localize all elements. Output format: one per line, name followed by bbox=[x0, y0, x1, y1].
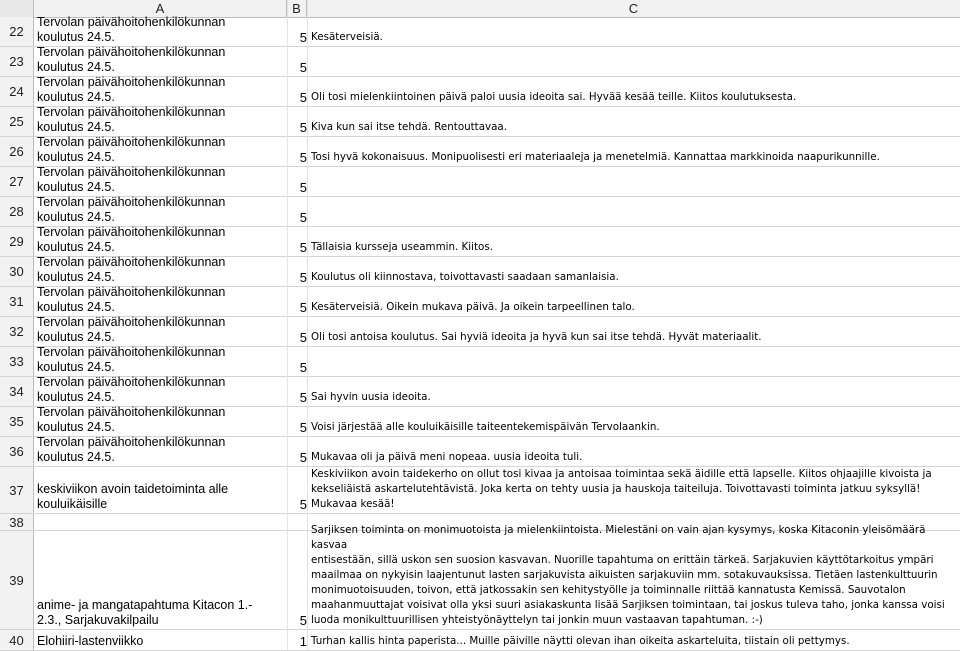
cell-event[interactable]: Tervolan päivähoitohenkilökunnan koulutus 24.5. bbox=[37, 435, 226, 464]
cell-rating[interactable]: 5 bbox=[299, 300, 307, 315]
table-row bbox=[0, 107, 960, 137]
select-all-corner[interactable] bbox=[0, 0, 34, 17]
table-row bbox=[0, 287, 960, 317]
row-number[interactable]: 38 bbox=[0, 514, 34, 530]
table-row bbox=[0, 437, 960, 467]
table-row bbox=[0, 197, 960, 227]
row-number[interactable]: 25 bbox=[0, 107, 34, 136]
cell-feedback[interactable]: Oli tosi antoisa koulutus. Sai hyviä ideoita ja hyvä kun sai itse tehdä. Hyvät materiaalit. bbox=[311, 331, 762, 343]
table-row bbox=[0, 77, 960, 107]
cell-event[interactable]: Tervolan päivähoitohenkilökunnan koulutus 24.5. bbox=[37, 135, 226, 164]
table-row bbox=[0, 317, 960, 347]
table-row bbox=[0, 524, 960, 630]
cell-event[interactable]: Tervolan päivähoitohenkilökunnan koulutus 24.5. bbox=[37, 285, 226, 314]
row-number[interactable]: 37 bbox=[0, 467, 34, 513]
table-row bbox=[0, 377, 960, 407]
cell-event[interactable]: Tervolan päivähoitohenkilökunnan koulutus 24.5. bbox=[37, 45, 226, 74]
cell-event[interactable]: keskiviikon avoin taidetoiminta alle kouluikäisille bbox=[37, 482, 229, 511]
cell-rating[interactable]: 5 bbox=[299, 150, 307, 165]
cell-rating[interactable]: 5 bbox=[299, 120, 307, 135]
cell-event[interactable]: Tervolan päivähoitohenkilökunnan koulutus 24.5. bbox=[37, 75, 226, 104]
row-number[interactable]: 27 bbox=[0, 167, 34, 196]
cell-feedback[interactable]: Sarjiksen toiminta on monimuotoista ja mielenkiintoista. Mielestäni on vain ajan kysymys, koska Kitaconin yleisömäärä kasvaa entisestään, sillä uskon sen suosion kasvavan. Nuorille tapahtuma on erittäin tärkeä. Sarjakuvien käyttötarkoitus ympäri maailmaa on nykyisin laajentunut lasten sarjakuvista aikuisten sarjakuviin mm. sotakuvauksissa. Tietäen lastenkulttuurin monimuotoisuuden, toivon, että jatkossakin sen kehitystyölle ja toiminnalle riittää kannatusta Kemissä. Sauvotalon maahanmuuttajat voisivat olla yksi suuri asiakaskunta lisää Sarjiksen toimintaan, tai joskus tuleva taho, jonka kanssa voisi luoda monikulttuurillisen yhteistyönäyttelyn tai jonkin muun vastaavan tapahtuman. :-) bbox=[311, 524, 945, 626]
row-number[interactable]: 29 bbox=[0, 227, 34, 256]
cell-feedback[interactable]: Koulutus oli kiinnostava, toivottavasti saadaan samanlaisia. bbox=[311, 271, 619, 283]
cell-event[interactable]: Tervolan päivähoitohenkilökunnan koulutus 24.5. bbox=[37, 225, 226, 254]
row-number[interactable]: 24 bbox=[0, 77, 34, 106]
cell-feedback[interactable]: Turhan kallis hinta paperista... Muille päiville näytti olevan ihan oikeita askarteluita, tiistain oli pettymys. bbox=[311, 635, 850, 647]
cell-event[interactable]: Tervolan päivähoitohenkilökunnan koulutus 24.5. bbox=[37, 345, 226, 374]
column-header-c[interactable]: C bbox=[628, 1, 639, 16]
cell-rating[interactable]: 5 bbox=[299, 90, 307, 105]
row-number[interactable]: 23 bbox=[0, 47, 34, 76]
row-number[interactable]: 35 bbox=[0, 407, 34, 436]
row-number[interactable]: 32 bbox=[0, 317, 34, 346]
cell-rating[interactable]: 5 bbox=[299, 613, 307, 628]
row-number[interactable]: 33 bbox=[0, 347, 34, 376]
cell-feedback[interactable]: Kesäterveisiä. bbox=[311, 31, 383, 43]
cell-feedback[interactable]: Kesäterveisiä. Oikein mukava päivä. Ja oikein tarpeellinen talo. bbox=[311, 301, 635, 313]
row-number[interactable]: 34 bbox=[0, 377, 34, 406]
row-number[interactable]: 26 bbox=[0, 137, 34, 166]
cell-rating[interactable]: 5 bbox=[299, 497, 307, 512]
column-header-a[interactable]: A bbox=[34, 0, 287, 17]
column-gridline bbox=[307, 0, 308, 651]
row-number[interactable]: 39 bbox=[0, 531, 34, 629]
cell-rating[interactable]: 5 bbox=[299, 180, 307, 195]
row-number[interactable]: 30 bbox=[0, 257, 34, 286]
table-row bbox=[0, 167, 960, 197]
cell-rating[interactable]: 1 bbox=[299, 634, 307, 649]
table-row bbox=[0, 137, 960, 167]
row-number[interactable]: 31 bbox=[0, 287, 34, 316]
cell-rating[interactable]: 5 bbox=[299, 240, 307, 255]
cell-feedback[interactable]: Tällaisia kursseja useammin. Kiitos. bbox=[311, 241, 493, 253]
column-header-b[interactable]: B bbox=[287, 0, 307, 17]
table-row bbox=[0, 17, 960, 47]
cell-rating[interactable]: 5 bbox=[299, 420, 307, 435]
cell-feedback[interactable]: Kiva kun sai itse tehdä. Rentouttavaa. bbox=[311, 121, 508, 133]
cell-rating[interactable]: 5 bbox=[299, 360, 307, 375]
table-row bbox=[0, 347, 960, 377]
cell-rating[interactable]: 5 bbox=[299, 210, 307, 225]
cell-event[interactable]: Tervolan päivähoitohenkilökunnan koulutus 24.5. bbox=[37, 315, 226, 344]
table-row bbox=[0, 227, 960, 257]
cell-event[interactable]: Tervolan päivähoitohenkilökunnan koulutus 24.5. bbox=[37, 165, 226, 194]
cell-event[interactable]: Tervolan päivähoitohenkilökunnan koulutus 24.5. bbox=[37, 375, 226, 404]
cell-event[interactable]: Tervolan päivähoitohenkilökunnan koulutus 24.5. bbox=[37, 405, 226, 434]
table-row bbox=[0, 47, 960, 77]
cell-feedback[interactable]: Voisi järjestää alle kouluikäisille taiteentekemispäivän Tervolaankin. bbox=[311, 421, 660, 433]
cell-feedback[interactable]: Tosi hyvä kokonaisuus. Monipuolisesti eri materiaaleja ja menetelmiä. Kannattaa markkinoida naapurikunnille. bbox=[311, 151, 880, 163]
cell-feedback[interactable]: Mukavaa oli ja päivä meni nopeaa. uusia ideoita tuli. bbox=[311, 451, 583, 463]
cell-rating[interactable]: 5 bbox=[299, 390, 307, 405]
cell-event[interactable]: Tervolan päivähoitohenkilökunnan koulutus 24.5. bbox=[37, 195, 226, 224]
cell-rating[interactable]: 5 bbox=[299, 330, 307, 345]
cell-event[interactable]: Tervolan päivähoitohenkilökunnan koulutus 24.5. bbox=[37, 15, 226, 44]
row-number[interactable]: 40 bbox=[0, 630, 34, 650]
row-number[interactable]: 28 bbox=[0, 197, 34, 226]
cell-event[interactable]: Tervolan päivähoitohenkilökunnan koulutus 24.5. bbox=[37, 255, 226, 284]
cell-rating[interactable]: 5 bbox=[299, 30, 307, 45]
row-number[interactable]: 36 bbox=[0, 437, 34, 466]
table-row bbox=[0, 257, 960, 287]
cell-rating[interactable]: 5 bbox=[299, 270, 307, 285]
cell-rating[interactable]: 5 bbox=[299, 60, 307, 75]
column-gridline bbox=[287, 0, 288, 651]
row-number[interactable]: 22 bbox=[0, 17, 34, 46]
cell-event[interactable]: anime- ja mangatapahtuma Kitacon 1.- 2.3., Sarjakuvakilpailu bbox=[37, 598, 253, 627]
table-row bbox=[0, 407, 960, 437]
cell-feedback[interactable]: Oli tosi mielenkiintoinen päivä paloi uusia ideoita sai. Hyvää kesää teille. Kiitos koulutuksesta. bbox=[311, 91, 797, 103]
cell-feedback[interactable]: Sai hyvin uusia ideoita. bbox=[311, 391, 431, 403]
table-row bbox=[0, 467, 960, 514]
cell-event[interactable]: Tervolan päivähoitohenkilökunnan koulutus 24.5. bbox=[37, 105, 226, 134]
cell-rating[interactable]: 5 bbox=[299, 450, 307, 465]
table-row bbox=[0, 630, 960, 651]
cell-feedback[interactable]: Keskiviikon avoin taidekerho on ollut tosi kivaa ja antoisaa toimintaa sekä äidille että lapselle. Kiitos ohjaajille kivoista ja kekseliäistä askartelutehtävistä. Joka kerta on tehty uusia ja hauskoja taiteiluja. Toivottavasti toiminta jatkuu syksyllä! Mukavaa kesää! bbox=[311, 468, 932, 510]
cell-event[interactable]: Elohiiri-lastenviikko bbox=[37, 634, 144, 648]
